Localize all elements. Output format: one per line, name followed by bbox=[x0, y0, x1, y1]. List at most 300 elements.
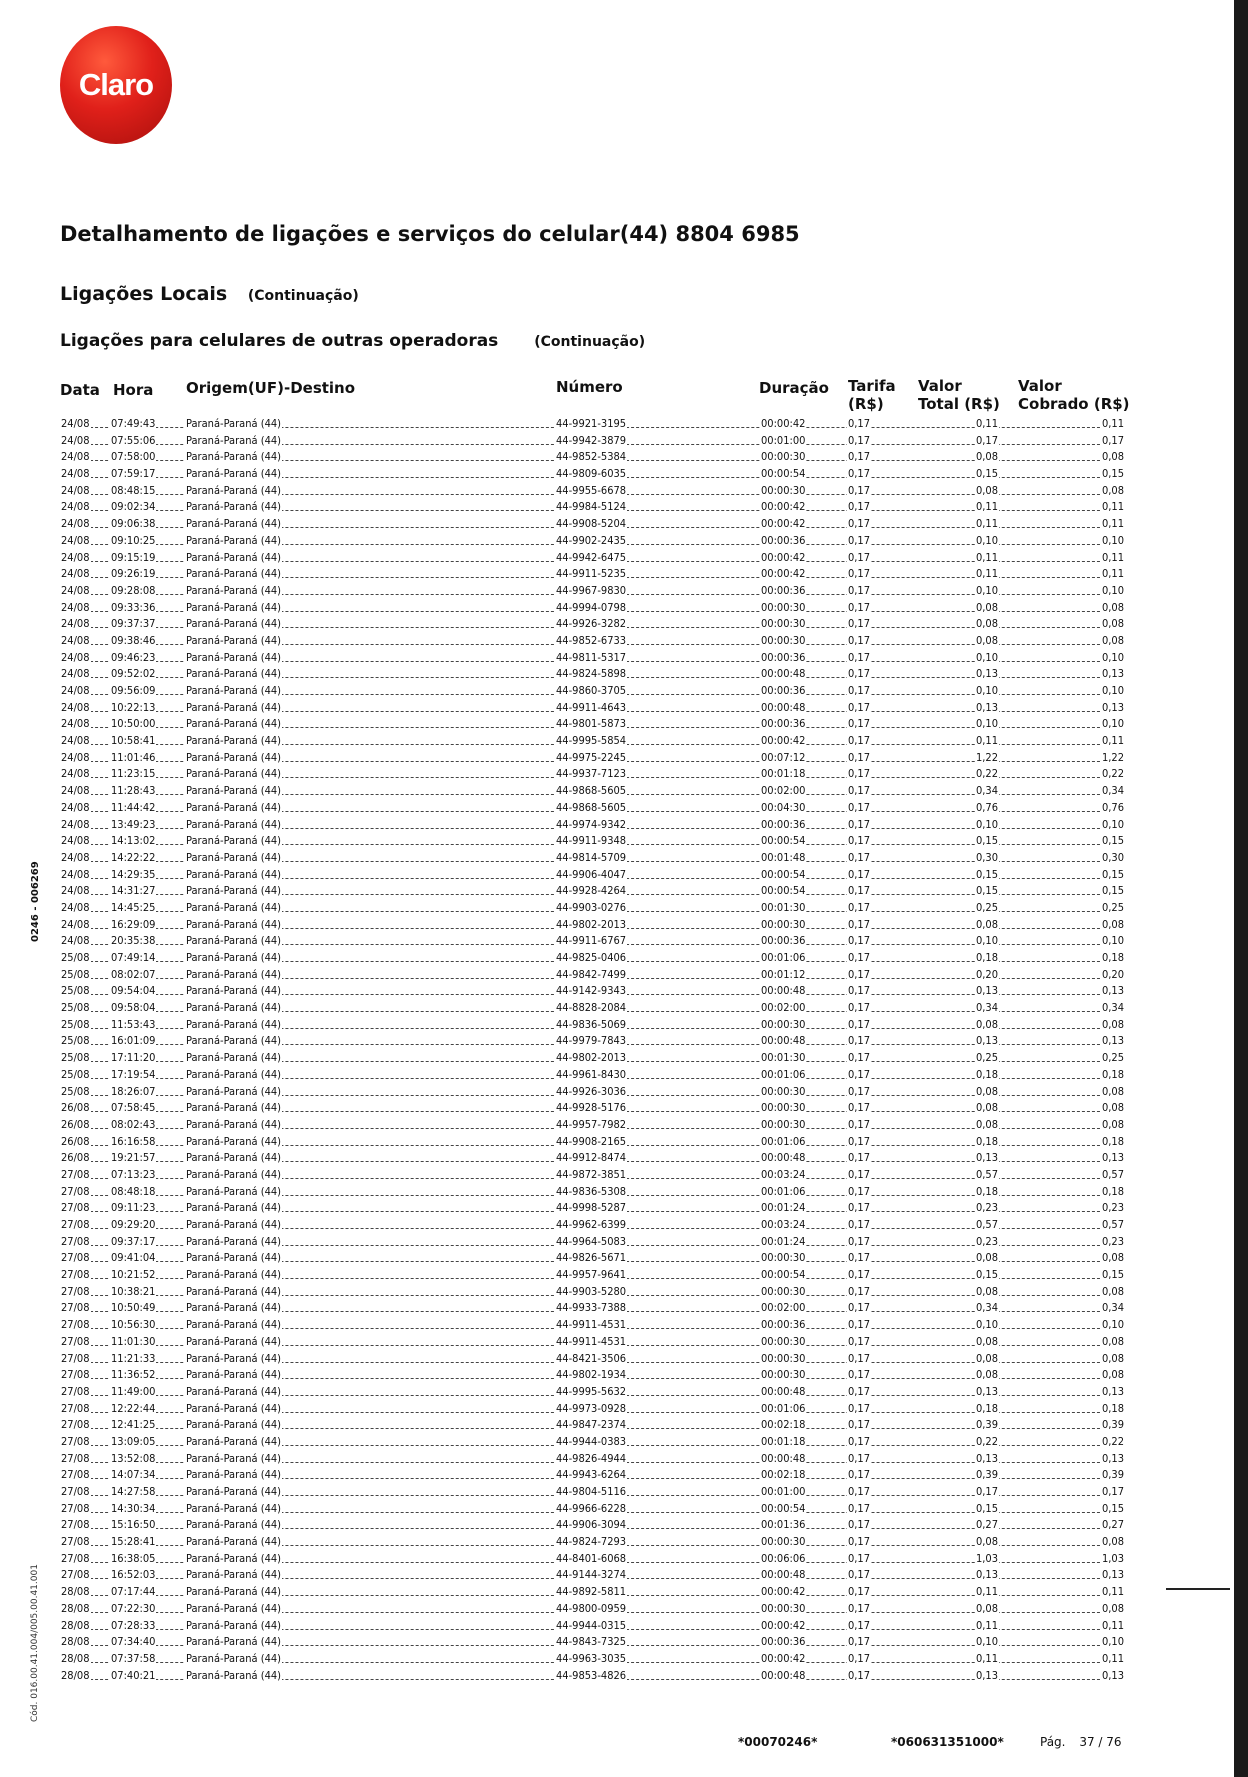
cell-tarifa: 0,17 bbox=[847, 516, 871, 533]
cell-hora: 14:31:27 bbox=[110, 883, 156, 900]
cell-numero: 44-9800-0959 bbox=[555, 1601, 627, 1618]
cell-origem: Paraná-Paraná (44) bbox=[185, 1484, 282, 1501]
cell-numero: 44-9926-3282 bbox=[555, 616, 627, 633]
cell-data: 24/08 bbox=[60, 900, 91, 917]
table-row bbox=[60, 483, 1125, 500]
section-heading bbox=[60, 283, 359, 305]
cell-hora: 09:29:20 bbox=[110, 1217, 156, 1234]
cell-data: 28/08 bbox=[60, 1651, 91, 1668]
cell-origem: Paraná-Paraná (44) bbox=[185, 550, 282, 567]
cell-numero: 44-9933-7388 bbox=[555, 1300, 627, 1317]
cell-valor-total: 0,15 bbox=[975, 1267, 999, 1284]
cell-tarifa: 0,17 bbox=[847, 1484, 871, 1501]
table-row bbox=[60, 566, 1125, 583]
cell-duracao: 00:01:36 bbox=[760, 1517, 806, 1534]
cell-data: 27/08 bbox=[60, 1217, 91, 1234]
cell-numero: 44-9955-6678 bbox=[555, 483, 627, 500]
table-row bbox=[60, 633, 1125, 650]
cell-data: 25/08 bbox=[60, 983, 91, 1000]
cell-valor-total: 0,57 bbox=[975, 1167, 999, 1184]
cell-data: 24/08 bbox=[60, 416, 91, 433]
cell-origem: Paraná-Paraná (44) bbox=[185, 600, 282, 617]
table-row bbox=[60, 1668, 1125, 1685]
table-row bbox=[60, 1517, 1125, 1534]
cell-hora: 16:16:58 bbox=[110, 1134, 156, 1151]
cell-duracao: 00:00:48 bbox=[760, 1567, 806, 1584]
cell-numero: 44-9911-6767 bbox=[555, 933, 627, 950]
cell-numero: 44-9852-5384 bbox=[555, 449, 627, 466]
cell-numero: 44-9974-9342 bbox=[555, 817, 627, 834]
cell-tarifa: 0,17 bbox=[847, 783, 871, 800]
cell-hora: 10:50:00 bbox=[110, 716, 156, 733]
cell-origem: Paraná-Paraná (44) bbox=[185, 1200, 282, 1217]
cell-origem: Paraná-Paraná (44) bbox=[185, 1401, 282, 1418]
cell-data: 27/08 bbox=[60, 1167, 91, 1184]
table-row bbox=[60, 850, 1125, 867]
cell-origem: Paraná-Paraná (44) bbox=[185, 499, 282, 516]
cell-valor-cobrado: 0,08 bbox=[1101, 1017, 1125, 1034]
cell-duracao: 00:00:48 bbox=[760, 700, 806, 717]
cell-data: 24/08 bbox=[60, 800, 91, 817]
cell-tarifa: 0,17 bbox=[847, 416, 871, 433]
cell-hora: 18:26:07 bbox=[110, 1084, 156, 1101]
cell-data: 24/08 bbox=[60, 433, 91, 450]
cell-origem: Paraná-Paraná (44) bbox=[185, 967, 282, 984]
cell-numero: 44-9911-4531 bbox=[555, 1317, 627, 1334]
col-header-tarifa-unit: (R$) bbox=[848, 395, 884, 413]
cell-valor-cobrado: 0,08 bbox=[1101, 917, 1125, 934]
cell-numero: 44-9911-4531 bbox=[555, 1334, 627, 1351]
cell-origem: Paraná-Paraná (44) bbox=[185, 1150, 282, 1167]
cell-numero: 44-9825-0406 bbox=[555, 950, 627, 967]
scan-page-edge bbox=[1234, 0, 1248, 1777]
cell-data: 27/08 bbox=[60, 1517, 91, 1534]
table-row bbox=[60, 600, 1125, 617]
cell-duracao: 00:00:30 bbox=[760, 1084, 806, 1101]
cell-valor-total: 1,22 bbox=[975, 750, 999, 767]
cell-hora: 07:28:33 bbox=[110, 1618, 156, 1635]
cell-tarifa: 0,17 bbox=[847, 1317, 871, 1334]
table-row bbox=[60, 1000, 1125, 1017]
cell-hora: 10:58:41 bbox=[110, 733, 156, 750]
cell-tarifa: 0,17 bbox=[847, 533, 871, 550]
cell-duracao: 00:00:30 bbox=[760, 1534, 806, 1551]
cell-valor-total: 0,08 bbox=[975, 1601, 999, 1618]
table-row bbox=[60, 933, 1125, 950]
cell-origem: Paraná-Paraná (44) bbox=[185, 1184, 282, 1201]
cell-valor-total: 0,18 bbox=[975, 950, 999, 967]
cell-data: 27/08 bbox=[60, 1250, 91, 1267]
cell-valor-cobrado: 0,13 bbox=[1101, 1150, 1125, 1167]
claro-logo bbox=[60, 26, 172, 144]
cell-tarifa: 0,17 bbox=[847, 1501, 871, 1518]
table-row bbox=[60, 800, 1125, 817]
cell-valor-cobrado: 0,18 bbox=[1101, 1401, 1125, 1418]
cell-hora: 16:29:09 bbox=[110, 917, 156, 934]
cell-valor-total: 0,23 bbox=[975, 1200, 999, 1217]
cell-tarifa: 0,17 bbox=[847, 817, 871, 834]
cell-tarifa: 0,17 bbox=[847, 1150, 871, 1167]
call-table bbox=[60, 416, 1125, 1684]
document-code: Cód. 016.00.41.004/005.00.41.001 bbox=[30, 1564, 40, 1722]
table-row bbox=[60, 1234, 1125, 1251]
cell-duracao: 00:01:00 bbox=[760, 1484, 806, 1501]
table-row bbox=[60, 650, 1125, 667]
cell-origem: Paraná-Paraná (44) bbox=[185, 1451, 282, 1468]
cell-duracao: 00:04:30 bbox=[760, 800, 806, 817]
cell-numero: 44-9964-5083 bbox=[555, 1234, 627, 1251]
cell-data: 27/08 bbox=[60, 1417, 91, 1434]
cell-hora: 09:46:23 bbox=[110, 650, 156, 667]
cell-hora: 15:28:41 bbox=[110, 1534, 156, 1551]
cell-data: 26/08 bbox=[60, 1117, 91, 1134]
cell-tarifa: 0,17 bbox=[847, 1584, 871, 1601]
cell-valor-total: 0,08 bbox=[975, 1334, 999, 1351]
cell-numero: 44-9921-3195 bbox=[555, 416, 627, 433]
table-row bbox=[60, 1300, 1125, 1317]
cell-valor-total: 0,15 bbox=[975, 1501, 999, 1518]
cell-origem: Paraná-Paraná (44) bbox=[185, 683, 282, 700]
cell-valor-total: 0,18 bbox=[975, 1184, 999, 1201]
cell-numero: 44-9144-3274 bbox=[555, 1567, 627, 1584]
cell-tarifa: 0,17 bbox=[847, 433, 871, 450]
footer-code-1: *00070246* bbox=[738, 1735, 818, 1749]
cell-origem: Paraná-Paraná (44) bbox=[185, 817, 282, 834]
cell-hora: 09:38:46 bbox=[110, 633, 156, 650]
cell-hora: 07:40:21 bbox=[110, 1668, 156, 1685]
cell-data: 25/08 bbox=[60, 1017, 91, 1034]
cell-valor-total: 0,08 bbox=[975, 1284, 999, 1301]
cell-valor-cobrado: 0,34 bbox=[1101, 783, 1125, 800]
table-row bbox=[60, 1017, 1125, 1034]
table-row bbox=[60, 1367, 1125, 1384]
cell-data: 28/08 bbox=[60, 1601, 91, 1618]
cell-valor-total: 0,08 bbox=[975, 449, 999, 466]
cell-valor-cobrado: 0,08 bbox=[1101, 1284, 1125, 1301]
table-row bbox=[60, 1567, 1125, 1584]
cell-valor-cobrado: 0,11 bbox=[1101, 416, 1125, 433]
cell-origem: Paraná-Paraná (44) bbox=[185, 917, 282, 934]
cell-origem: Paraná-Paraná (44) bbox=[185, 1651, 282, 1668]
cell-origem: Paraná-Paraná (44) bbox=[185, 1217, 282, 1234]
cell-origem: Paraná-Paraná (44) bbox=[185, 1134, 282, 1151]
cell-duracao: 00:00:48 bbox=[760, 1668, 806, 1685]
subsection-label: Ligações para celulares de outras operadoras bbox=[60, 331, 499, 351]
cell-origem: Paraná-Paraná (44) bbox=[185, 1501, 282, 1518]
cell-duracao: 00:00:30 bbox=[760, 917, 806, 934]
col-header-tarifa bbox=[848, 377, 896, 413]
cell-origem: Paraná-Paraná (44) bbox=[185, 800, 282, 817]
cell-numero: 44-9847-2374 bbox=[555, 1417, 627, 1434]
footer-code-2: *060631351000* bbox=[891, 1735, 1004, 1749]
page-title: Detalhamento de ligações e serviços do celular(44) 8804 6985 bbox=[60, 222, 800, 246]
table-row bbox=[60, 917, 1125, 934]
col-header-valor-total-sub: Total (R$) bbox=[918, 395, 1000, 413]
cell-valor-cobrado: 0,08 bbox=[1101, 1250, 1125, 1267]
table-row bbox=[60, 1334, 1125, 1351]
cell-origem: Paraná-Paraná (44) bbox=[185, 867, 282, 884]
table-row bbox=[60, 1634, 1125, 1651]
col-header-origem: Origem(UF)-Destino bbox=[186, 379, 356, 397]
cell-tarifa: 0,17 bbox=[847, 550, 871, 567]
cell-data: 27/08 bbox=[60, 1534, 91, 1551]
cell-tarifa: 0,17 bbox=[847, 967, 871, 984]
cell-valor-total: 0,08 bbox=[975, 1250, 999, 1267]
cell-valor-cobrado: 0,15 bbox=[1101, 466, 1125, 483]
cell-numero: 44-9928-4264 bbox=[555, 883, 627, 900]
subsection-continuation: (Continuação) bbox=[534, 334, 646, 350]
table-row bbox=[60, 1317, 1125, 1334]
cell-tarifa: 0,17 bbox=[847, 1367, 871, 1384]
cell-hora: 07:58:45 bbox=[110, 1100, 156, 1117]
cell-origem: Paraná-Paraná (44) bbox=[185, 1084, 282, 1101]
table-row bbox=[60, 1050, 1125, 1067]
cell-numero: 44-9973-0928 bbox=[555, 1401, 627, 1418]
cell-hora: 14:22:22 bbox=[110, 850, 156, 867]
cell-valor-cobrado: 0,10 bbox=[1101, 1317, 1125, 1334]
cell-duracao: 00:01:06 bbox=[760, 950, 806, 967]
cell-hora: 09:54:04 bbox=[110, 983, 156, 1000]
col-header-valor-cobrado-label: Valor bbox=[1018, 377, 1062, 395]
cell-hora: 09:02:34 bbox=[110, 499, 156, 516]
cell-valor-cobrado: 0,11 bbox=[1101, 566, 1125, 583]
cell-duracao: 00:00:30 bbox=[760, 449, 806, 466]
cell-valor-total: 0,22 bbox=[975, 1434, 999, 1451]
cell-numero: 44-9911-5235 bbox=[555, 566, 627, 583]
cell-tarifa: 0,17 bbox=[847, 750, 871, 767]
table-row bbox=[60, 1601, 1125, 1618]
cell-duracao: 00:00:36 bbox=[760, 583, 806, 600]
cell-data: 24/08 bbox=[60, 666, 91, 683]
cell-tarifa: 0,17 bbox=[847, 1384, 871, 1401]
cell-duracao: 00:01:18 bbox=[760, 766, 806, 783]
cell-valor-cobrado: 0,08 bbox=[1101, 1534, 1125, 1551]
cell-valor-cobrado: 0,10 bbox=[1101, 933, 1125, 950]
cell-origem: Paraná-Paraná (44) bbox=[185, 483, 282, 500]
cell-origem: Paraná-Paraná (44) bbox=[185, 1250, 282, 1267]
cell-tarifa: 0,17 bbox=[847, 566, 871, 583]
cell-hora: 19:21:57 bbox=[110, 1150, 156, 1167]
cell-numero: 44-9926-3036 bbox=[555, 1084, 627, 1101]
cell-duracao: 00:00:36 bbox=[760, 683, 806, 700]
table-row bbox=[60, 700, 1125, 717]
col-header-hora: Hora bbox=[113, 381, 154, 399]
cell-numero: 44-9966-6228 bbox=[555, 1501, 627, 1518]
cell-data: 24/08 bbox=[60, 483, 91, 500]
cell-tarifa: 0,17 bbox=[847, 833, 871, 850]
cell-numero: 44-9801-5873 bbox=[555, 716, 627, 733]
cell-duracao: 00:00:30 bbox=[760, 1250, 806, 1267]
cell-origem: Paraná-Paraná (44) bbox=[185, 883, 282, 900]
table-row bbox=[60, 883, 1125, 900]
cell-valor-cobrado: 0,22 bbox=[1101, 1434, 1125, 1451]
cell-valor-cobrado: 0,15 bbox=[1101, 1501, 1125, 1518]
cell-duracao: 00:01:06 bbox=[760, 1401, 806, 1418]
cell-numero: 44-9802-2013 bbox=[555, 1050, 627, 1067]
cell-duracao: 00:01:06 bbox=[760, 1134, 806, 1151]
table-row bbox=[60, 1067, 1125, 1084]
cell-valor-cobrado: 0,57 bbox=[1101, 1217, 1125, 1234]
cell-numero: 44-9902-2435 bbox=[555, 533, 627, 550]
cell-valor-cobrado: 0,11 bbox=[1101, 1584, 1125, 1601]
cell-hora: 17:19:54 bbox=[110, 1067, 156, 1084]
cell-valor-cobrado: 0,17 bbox=[1101, 1484, 1125, 1501]
cell-hora: 09:33:36 bbox=[110, 600, 156, 617]
cell-numero: 44-9961-8430 bbox=[555, 1067, 627, 1084]
cell-data: 25/08 bbox=[60, 1050, 91, 1067]
cell-valor-total: 0,25 bbox=[975, 1050, 999, 1067]
cell-valor-total: 0,23 bbox=[975, 1234, 999, 1251]
cell-numero: 44-9842-7499 bbox=[555, 967, 627, 984]
cell-valor-total: 0,10 bbox=[975, 817, 999, 834]
table-row bbox=[60, 967, 1125, 984]
cell-numero: 44-9911-9348 bbox=[555, 833, 627, 850]
cell-duracao: 00:00:36 bbox=[760, 716, 806, 733]
cell-origem: Paraná-Paraná (44) bbox=[185, 566, 282, 583]
cell-data: 24/08 bbox=[60, 700, 91, 717]
cell-hora: 12:41:25 bbox=[110, 1417, 156, 1434]
cell-origem: Paraná-Paraná (44) bbox=[185, 783, 282, 800]
table-row bbox=[60, 1417, 1125, 1434]
cell-data: 24/08 bbox=[60, 750, 91, 767]
cell-data: 25/08 bbox=[60, 1033, 91, 1050]
cell-tarifa: 0,17 bbox=[847, 900, 871, 917]
subsection-heading bbox=[60, 331, 645, 351]
cell-numero: 44-9944-0315 bbox=[555, 1618, 627, 1635]
cell-tarifa: 0,17 bbox=[847, 633, 871, 650]
cell-data: 24/08 bbox=[60, 566, 91, 583]
cell-data: 28/08 bbox=[60, 1618, 91, 1635]
cell-data: 27/08 bbox=[60, 1451, 91, 1468]
cell-hora: 07:13:23 bbox=[110, 1167, 156, 1184]
cell-duracao: 00:07:12 bbox=[760, 750, 806, 767]
cell-numero: 44-9906-4047 bbox=[555, 867, 627, 884]
cell-valor-total: 0,15 bbox=[975, 867, 999, 884]
cell-hora: 09:06:38 bbox=[110, 516, 156, 533]
cell-valor-total: 0,13 bbox=[975, 1567, 999, 1584]
cell-valor-cobrado: 0,10 bbox=[1101, 650, 1125, 667]
cell-valor-total: 0,34 bbox=[975, 783, 999, 800]
col-header-data: Data bbox=[60, 381, 100, 399]
cell-valor-total: 0,13 bbox=[975, 1384, 999, 1401]
cell-numero: 44-9928-5176 bbox=[555, 1100, 627, 1117]
cell-valor-total: 0,08 bbox=[975, 1351, 999, 1368]
cell-data: 27/08 bbox=[60, 1267, 91, 1284]
table-row bbox=[60, 666, 1125, 683]
cell-numero: 44-9852-6733 bbox=[555, 633, 627, 650]
cell-tarifa: 0,17 bbox=[847, 700, 871, 717]
cell-tarifa: 0,17 bbox=[847, 1601, 871, 1618]
cell-hora: 14:45:25 bbox=[110, 900, 156, 917]
cell-origem: Paraná-Paraná (44) bbox=[185, 466, 282, 483]
cell-valor-total: 0,11 bbox=[975, 1618, 999, 1635]
col-header-valor-total bbox=[918, 377, 1000, 413]
cell-numero: 44-9908-5204 bbox=[555, 516, 627, 533]
cell-hora: 16:52:03 bbox=[110, 1567, 156, 1584]
cell-valor-total: 0,57 bbox=[975, 1217, 999, 1234]
cell-data: 24/08 bbox=[60, 883, 91, 900]
cell-data: 24/08 bbox=[60, 449, 91, 466]
cell-hora: 07:49:43 bbox=[110, 416, 156, 433]
cell-valor-cobrado: 0,25 bbox=[1101, 1050, 1125, 1067]
cell-data: 28/08 bbox=[60, 1634, 91, 1651]
cell-origem: Paraná-Paraná (44) bbox=[185, 1384, 282, 1401]
cell-origem: Paraná-Paraná (44) bbox=[185, 1000, 282, 1017]
cell-hora: 07:37:58 bbox=[110, 1651, 156, 1668]
cell-origem: Paraná-Paraná (44) bbox=[185, 616, 282, 633]
cell-valor-cobrado: 0,17 bbox=[1101, 433, 1125, 450]
cell-data: 26/08 bbox=[60, 1150, 91, 1167]
cell-hora: 13:52:08 bbox=[110, 1451, 156, 1468]
cell-origem: Paraná-Paraná (44) bbox=[185, 1284, 282, 1301]
cell-valor-cobrado: 0,18 bbox=[1101, 1067, 1125, 1084]
cell-valor-cobrado: 0,39 bbox=[1101, 1417, 1125, 1434]
cell-valor-total: 0,10 bbox=[975, 1634, 999, 1651]
cell-data: 27/08 bbox=[60, 1184, 91, 1201]
cell-data: 24/08 bbox=[60, 733, 91, 750]
cell-tarifa: 0,17 bbox=[847, 1651, 871, 1668]
cell-valor-cobrado: 0,57 bbox=[1101, 1167, 1125, 1184]
cell-tarifa: 0,17 bbox=[847, 1050, 871, 1067]
cell-hora: 10:38:21 bbox=[110, 1284, 156, 1301]
col-header-valor-cobrado bbox=[1018, 377, 1130, 413]
cell-tarifa: 0,17 bbox=[847, 1200, 871, 1217]
cell-duracao: 00:01:30 bbox=[760, 1050, 806, 1067]
cell-numero: 44-9967-9830 bbox=[555, 583, 627, 600]
cell-valor-cobrado: 0,10 bbox=[1101, 1634, 1125, 1651]
cell-valor-total: 0,11 bbox=[975, 1584, 999, 1601]
cell-valor-total: 0,13 bbox=[975, 700, 999, 717]
cell-tarifa: 0,17 bbox=[847, 766, 871, 783]
cell-duracao: 00:00:30 bbox=[760, 1601, 806, 1618]
cell-duracao: 00:02:00 bbox=[760, 1000, 806, 1017]
cell-data: 25/08 bbox=[60, 1000, 91, 1017]
cell-numero: 44-9868-5605 bbox=[555, 800, 627, 817]
cell-numero: 44-9824-7293 bbox=[555, 1534, 627, 1551]
table-row bbox=[60, 1467, 1125, 1484]
cell-valor-cobrado: 0,11 bbox=[1101, 550, 1125, 567]
cell-tarifa: 0,17 bbox=[847, 666, 871, 683]
cell-numero: 44-9963-3035 bbox=[555, 1651, 627, 1668]
cell-duracao: 00:00:36 bbox=[760, 1317, 806, 1334]
cell-origem: Paraná-Paraná (44) bbox=[185, 950, 282, 967]
cell-valor-total: 0,18 bbox=[975, 1134, 999, 1151]
cell-tarifa: 0,17 bbox=[847, 1434, 871, 1451]
cell-valor-cobrado: 0,13 bbox=[1101, 983, 1125, 1000]
cell-hora: 17:11:20 bbox=[110, 1050, 156, 1067]
cell-data: 24/08 bbox=[60, 600, 91, 617]
cell-hora: 20:35:38 bbox=[110, 933, 156, 950]
cell-valor-total: 0,34 bbox=[975, 1000, 999, 1017]
cell-hora: 14:30:34 bbox=[110, 1501, 156, 1518]
cell-origem: Paraná-Paraná (44) bbox=[185, 1434, 282, 1451]
cell-tarifa: 0,17 bbox=[847, 1401, 871, 1418]
cell-valor-total: 0,15 bbox=[975, 883, 999, 900]
cell-valor-cobrado: 0,13 bbox=[1101, 1668, 1125, 1685]
cell-hora: 09:58:04 bbox=[110, 1000, 156, 1017]
cell-data: 24/08 bbox=[60, 716, 91, 733]
cell-valor-cobrado: 0,10 bbox=[1101, 817, 1125, 834]
cell-valor-cobrado: 0,10 bbox=[1101, 716, 1125, 733]
cell-valor-total: 0,08 bbox=[975, 1084, 999, 1101]
cell-duracao: 00:00:48 bbox=[760, 983, 806, 1000]
cell-valor-cobrado: 0,15 bbox=[1101, 883, 1125, 900]
cell-valor-total: 0,08 bbox=[975, 917, 999, 934]
cell-origem: Paraná-Paraná (44) bbox=[185, 416, 282, 433]
cell-origem: Paraná-Paraná (44) bbox=[185, 1551, 282, 1568]
table-row bbox=[60, 1117, 1125, 1134]
cell-duracao: 00:00:42 bbox=[760, 566, 806, 583]
